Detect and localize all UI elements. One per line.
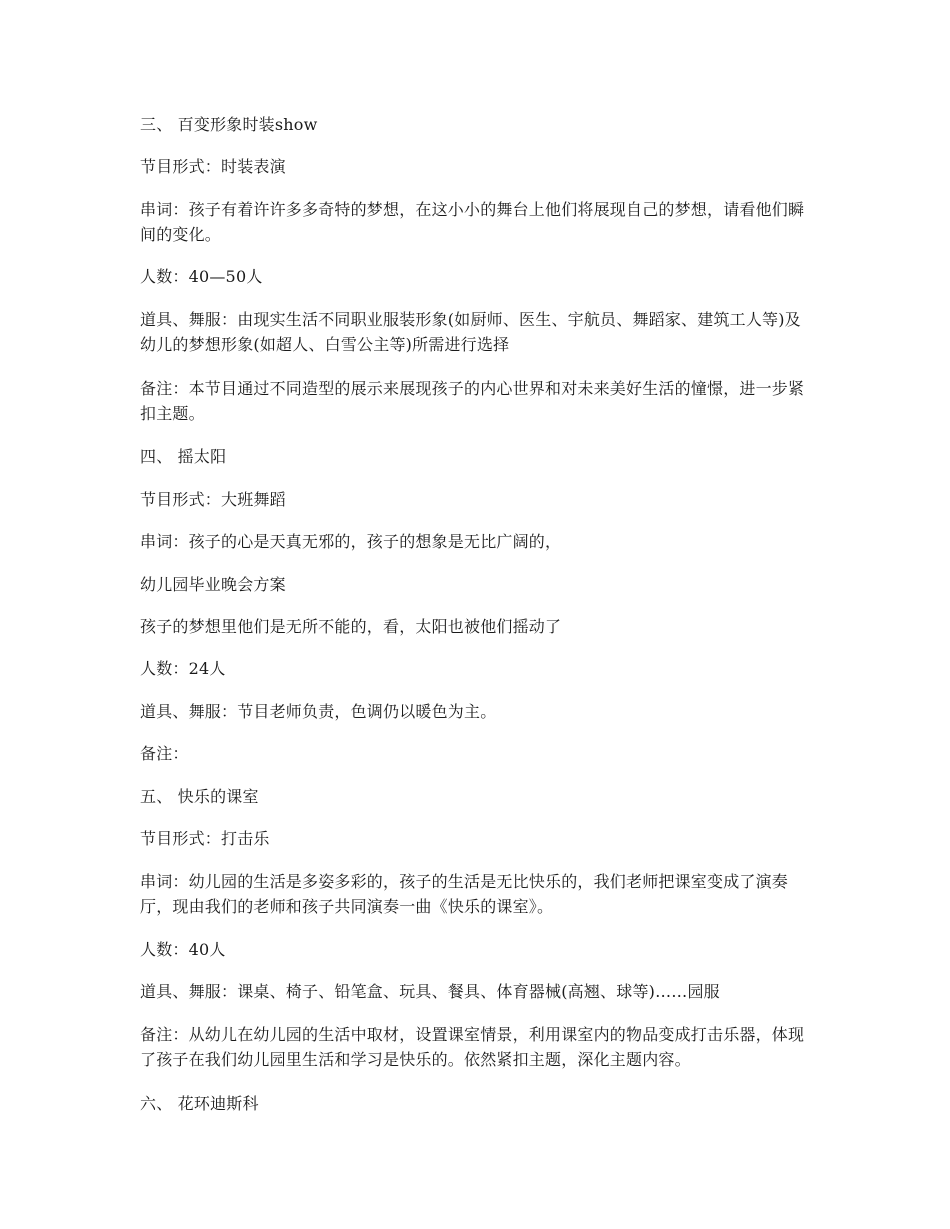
- host-script-paragraph: 串词：孩子有着许许多多奇特的梦想，在这小小的舞台上他们将展现自己的梦想，请看他们瞬间的变化。: [140, 200, 805, 244]
- section-heading-4: 四、 摇太阳: [140, 447, 227, 466]
- section-heading-6: 六、 花环迪斯科: [140, 1094, 259, 1113]
- host-script-paragraph: 串词：幼儿园的生活是多姿多彩的，孩子的生活是无比快乐的，我们老师把课室变成了演奏厅，现由我们的老师和孩子共同演奏一曲《快乐的课室》。: [140, 872, 789, 916]
- remarks-line: 备注：: [140, 744, 189, 763]
- headcount-line: 人数：40—50人: [140, 267, 263, 286]
- running-title: 幼儿园毕业晚会方案: [140, 575, 286, 594]
- program-form-line: 节目形式：大班舞蹈: [140, 490, 286, 509]
- props-costume-line: 道具、舞服：课桌、椅子、铅笔盒、玩具、餐具、体育器械(高翘、球等)……园服: [140, 982, 720, 1001]
- program-form-line: 节目形式：时装表演: [140, 157, 286, 176]
- program-form-line: 节目形式：打击乐: [140, 829, 270, 848]
- headcount-line: 人数：24人: [140, 659, 226, 678]
- props-costume-line: 道具、舞服：节目老师负责，色调仍以暖色为主。: [140, 702, 497, 721]
- host-script-continuation: 孩子的梦想里他们是无所不能的，看，太阳也被他们摇动了: [140, 617, 562, 636]
- headcount-line: 人数：40人: [140, 940, 226, 959]
- remarks-paragraph: 备注：从幼儿在幼儿园的生活中取材，设置课室情景，利用课室内的物品变成打击乐器，体现了孩子在我们幼儿园里生活和学习是快乐的。依然紧扣主题，深化主题内容。: [140, 1025, 805, 1069]
- remarks-paragraph: 备注：本节目通过不同造型的展示来展现孩子的内心世界和对未来美好生活的憧憬，进一步紧扣主题。: [140, 379, 805, 423]
- props-costume-paragraph: 道具、舞服：由现实生活不同职业服装形象(如厨师、医生、宇航员、舞蹈家、建筑工人等)及幼儿的梦想形象(如超人、白雪公主等)所需进行选择: [140, 310, 801, 354]
- host-script-paragraph: 串词：孩子的心是天真无邪的，孩子的想象是无比广阔的，: [140, 532, 562, 551]
- section-heading-3: 三、 百变形象时装show: [140, 115, 318, 134]
- section-heading-5: 五、 快乐的课室: [140, 787, 259, 806]
